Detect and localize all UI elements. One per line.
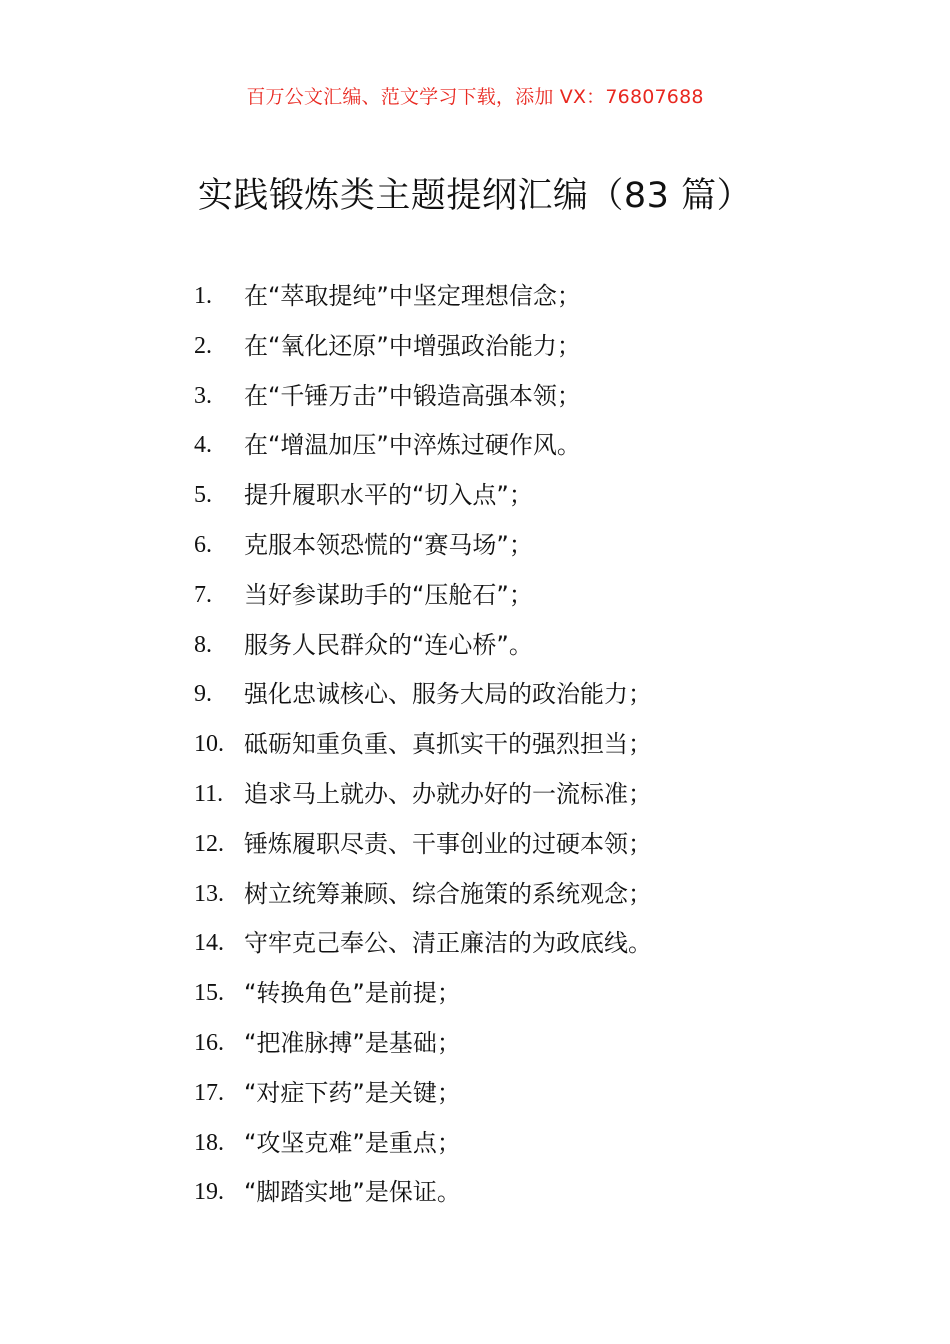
list-item-text: 在“氧化还原”中增强政治能力；	[244, 331, 581, 360]
list-item-text: 树立统筹兼顾、综合施策的系统观念；	[244, 879, 652, 908]
list-item-text: “脚踏实地”是保证。	[244, 1178, 461, 1207]
list-item-text: 提升履职水平的“切入点”；	[244, 481, 533, 510]
list-item-number: 15.	[194, 980, 224, 1007]
outline-list	[0, 274, 950, 1220]
list-item-text: 在“千锤万击”中锻造高强本领；	[244, 381, 581, 410]
header-promo-note: 百万公文汇编、范文学习下载，添加 VX：76807688	[246, 86, 704, 108]
list-item-number: 14.	[194, 930, 224, 957]
document-title: 实践锻炼类主题提纲汇编（83 篇）	[197, 176, 753, 216]
list-item-number: 4.	[194, 432, 212, 459]
list-item-text: “攻坚克难”是重点；	[244, 1128, 461, 1157]
list-item-text: 服务人民群众的“连心桥”。	[244, 630, 533, 659]
list-item-text: “对症下药”是关键；	[244, 1078, 461, 1107]
list-item-text: “把准脉搏”是基础；	[244, 1028, 461, 1057]
list-item-text: 在“萃取提纯”中坚定理想信念；	[244, 282, 581, 310]
list-item-number: 11.	[194, 780, 224, 807]
list-item-text: 强化忠诚核心、服务大局的政治能力；	[244, 680, 652, 709]
list-item-number: 19.	[194, 1179, 224, 1206]
list-item	[0, 523, 950, 573]
list-item	[0, 971, 950, 1021]
list-item-text: 当好参谋助手的“压舱石”；	[244, 580, 533, 609]
list-item	[0, 872, 950, 922]
list-item	[0, 423, 950, 473]
list-item	[0, 672, 950, 722]
list-item-text: 砥砺知重负重、真抓实干的强烈担当；	[244, 730, 652, 759]
list-item	[0, 722, 950, 772]
list-item	[0, 1071, 950, 1121]
list-item	[0, 274, 950, 324]
list-item	[0, 822, 950, 872]
list-item	[0, 921, 950, 971]
list-item-text: 在“增温加压”中淬炼过硬作风。	[244, 431, 581, 460]
list-item-number: 10.	[194, 731, 224, 758]
list-item-number: 13.	[194, 880, 224, 907]
list-item-number: 16.	[194, 1029, 224, 1056]
list-item	[0, 1021, 950, 1071]
list-item	[0, 623, 950, 673]
list-item-text: 守牢克己奉公、清正廉洁的为政底线。	[244, 929, 652, 958]
list-item-number: 12.	[194, 830, 224, 857]
list-item-number: 6.	[194, 531, 212, 558]
list-item	[0, 473, 950, 523]
list-item	[0, 1170, 950, 1220]
list-item-number: 2.	[194, 332, 212, 359]
list-item-text: 追求马上就办、办就办好的一流标准；	[244, 779, 652, 808]
list-item	[0, 1121, 950, 1171]
list-item-number: 9.	[194, 681, 212, 708]
list-item-number: 17.	[194, 1079, 224, 1106]
list-item-number: 18.	[194, 1129, 224, 1156]
list-item-number: 1.	[194, 283, 212, 309]
list-item	[0, 573, 950, 623]
list-item-number: 7.	[194, 581, 212, 608]
list-item-text: “转换角色”是前提；	[244, 979, 461, 1008]
list-item	[0, 374, 950, 424]
list-item-number: 3.	[194, 382, 212, 409]
list-item-number: 5.	[194, 482, 212, 509]
list-item	[0, 324, 950, 374]
list-item	[0, 772, 950, 822]
list-item-text: 克服本领恐慌的“赛马场”；	[244, 530, 533, 559]
list-item-text: 锤炼履职尽责、干事创业的过硬本领；	[244, 829, 652, 858]
list-item-number: 8.	[194, 631, 212, 658]
